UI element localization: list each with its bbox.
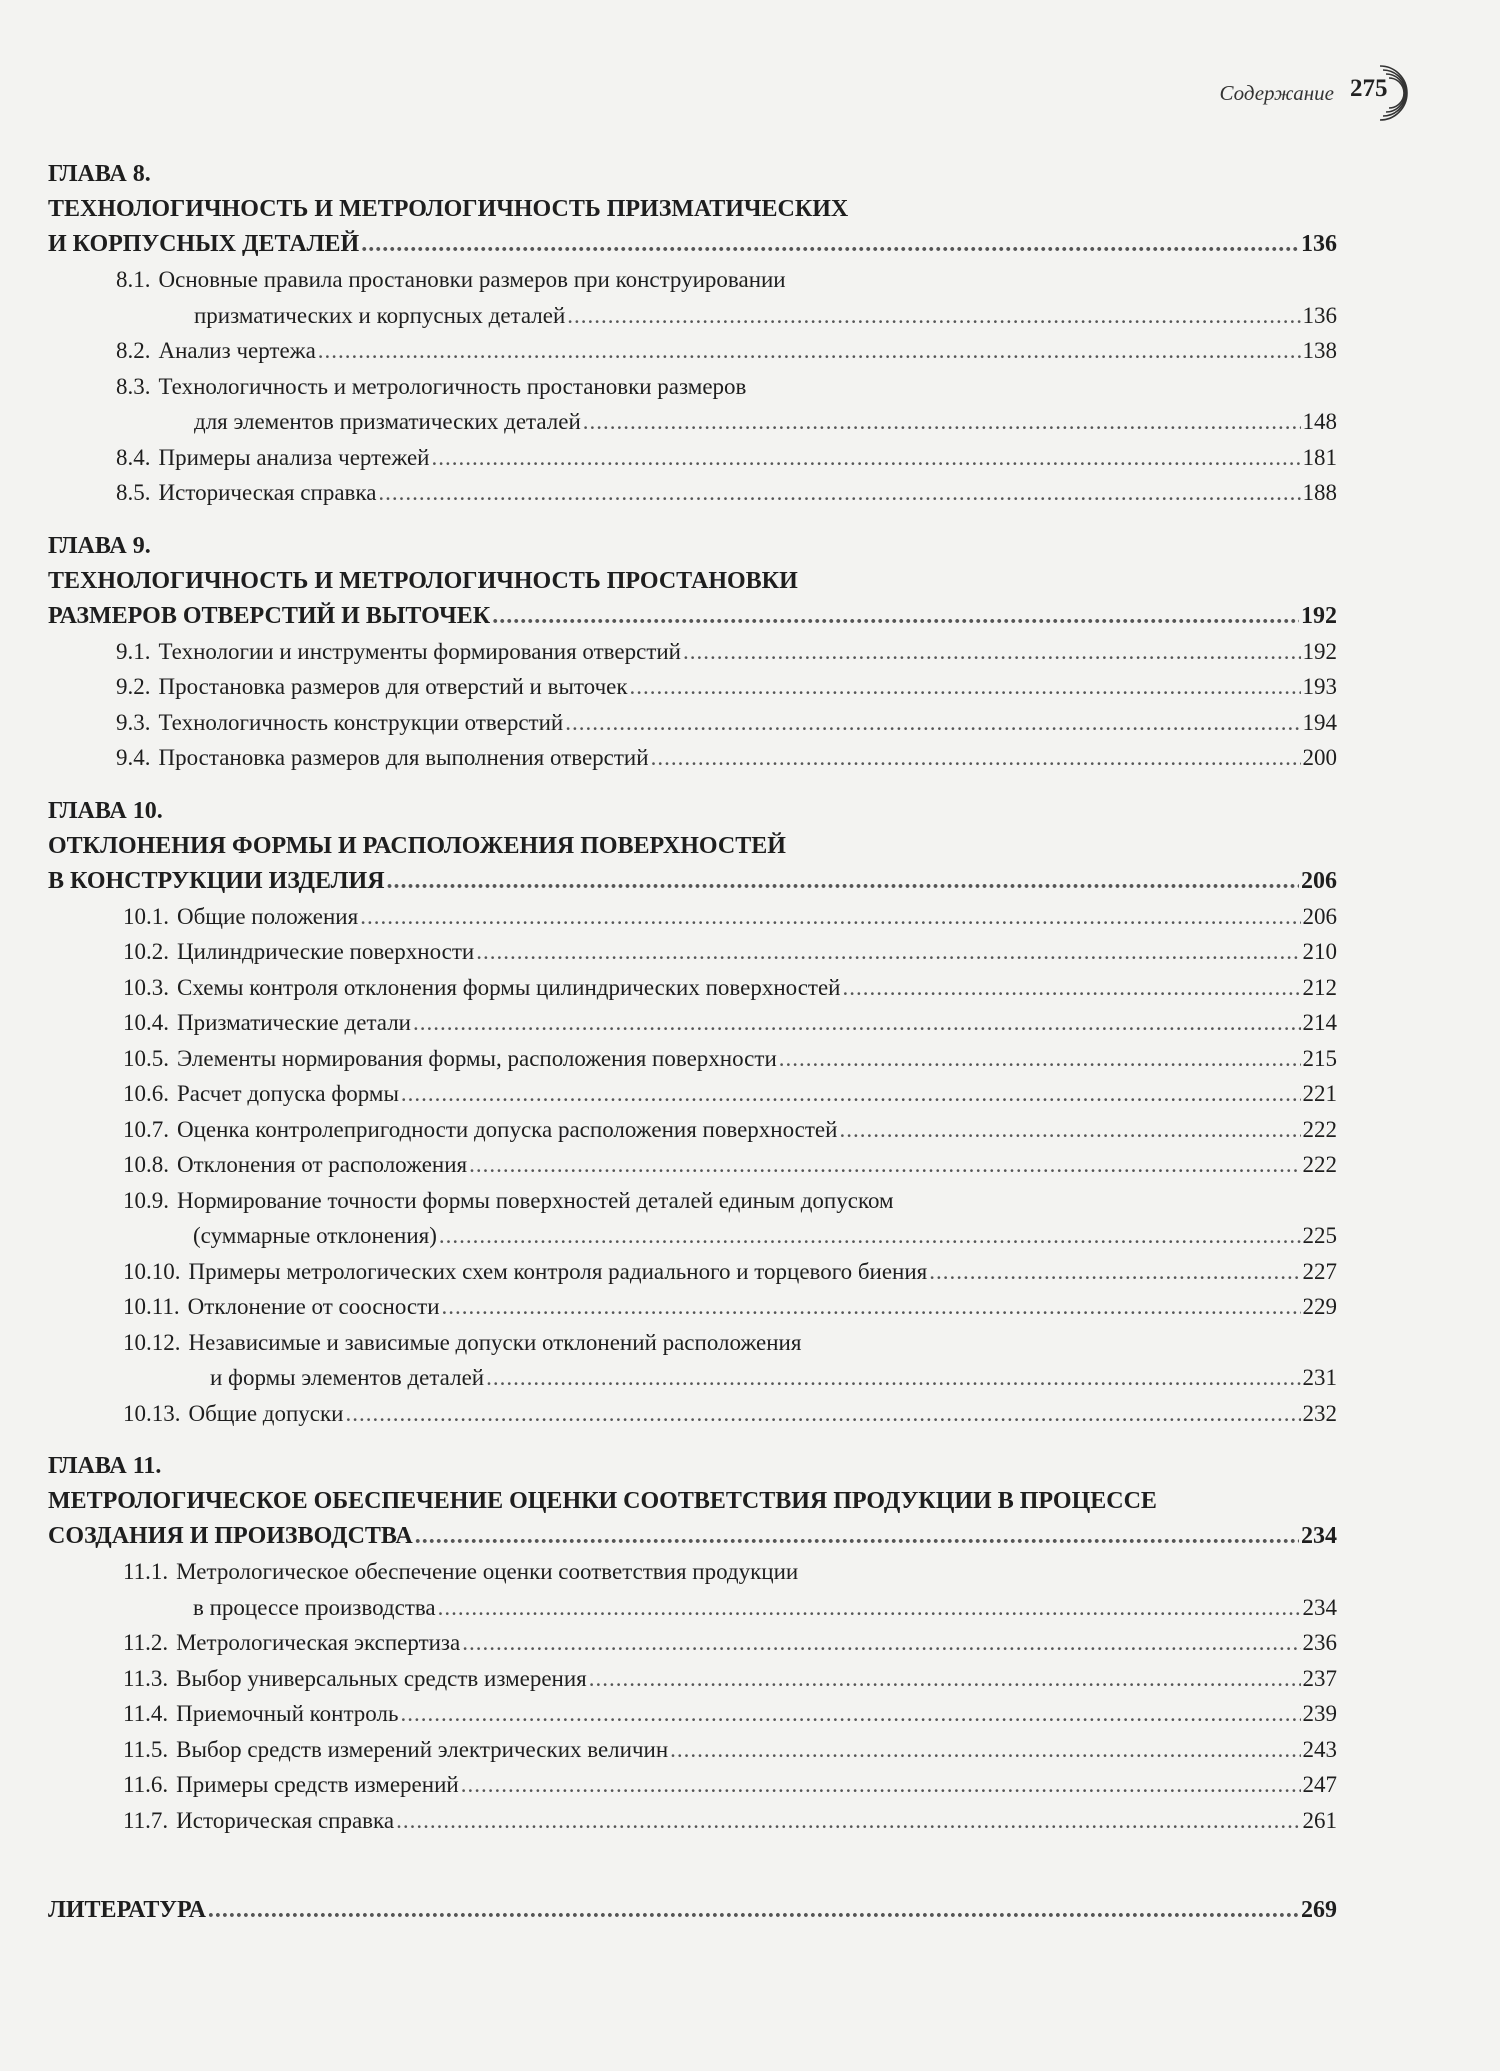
- section-entry[interactable]: [48, 1590, 1337, 1626]
- section-title: Призматические детали: [177, 1010, 411, 1035]
- dot-leader: [438, 1590, 1301, 1626]
- section-entry[interactable]: [48, 669, 1337, 705]
- section-title: Технологичность и метрологичность простановки размеров: [158, 373, 747, 399]
- section-page: 148: [1302, 409, 1337, 434]
- section-list: [48, 262, 1337, 511]
- section-number: 8.5.: [116, 480, 151, 505]
- section-title: Отклонения от расположения: [177, 1152, 468, 1177]
- section-number: 9.2.: [116, 674, 151, 699]
- dot-leader: [469, 1147, 1300, 1183]
- dot-leader: [396, 1803, 1300, 1839]
- section-title: Отклонение от соосности: [187, 1294, 440, 1319]
- section-title: Схемы контроля отклонения формы цилиндрических поверхностей: [177, 974, 841, 1000]
- dot-leader: [401, 1076, 1301, 1112]
- dot-leader: [589, 1661, 1301, 1697]
- section-number: 8.4.: [116, 444, 151, 470]
- section-page: 239: [1302, 1701, 1337, 1726]
- section-number: 9.3.: [116, 709, 151, 735]
- section-entry[interactable]: [48, 740, 1337, 776]
- section-entry[interactable]: [48, 1041, 1337, 1077]
- dot-leader: [415, 1519, 1299, 1554]
- dot-leader: [439, 1218, 1301, 1254]
- section-number: 9.4.: [116, 745, 151, 770]
- dot-leader: [492, 599, 1299, 634]
- section-title-continued: (суммарные отклонения): [193, 1223, 437, 1248]
- chapter-10: [48, 794, 1337, 1432]
- dot-leader: [779, 1041, 1301, 1077]
- section-title: Общие положения: [177, 903, 359, 929]
- dot-leader: [318, 333, 1301, 369]
- section-entry[interactable]: [48, 1005, 1337, 1041]
- section-entry[interactable]: [48, 404, 1337, 440]
- section-title-continued: в процессе производства: [193, 1594, 436, 1620]
- chapter-label: ГЛАВА 10.: [48, 797, 163, 824]
- section-entry[interactable]: [48, 1661, 1337, 1697]
- section-number: 8.3.: [116, 373, 151, 399]
- section-title: Примеры анализа чертежей: [158, 444, 430, 470]
- section-page: 192: [1302, 638, 1337, 664]
- section-number: 11.2.: [123, 1630, 169, 1655]
- section-page: 236: [1302, 1630, 1337, 1655]
- section-title: Основные правила простановки размеров при конструировании: [158, 267, 786, 292]
- section-page: 237: [1302, 1665, 1337, 1691]
- section-page: 200: [1302, 745, 1337, 770]
- section-number: 10.10.: [123, 1258, 181, 1284]
- running-header-title: Содержание: [1219, 80, 1334, 105]
- literature-entry[interactable]: [48, 1893, 1337, 1928]
- section-page: 229: [1302, 1294, 1337, 1319]
- section-page: 232: [1302, 1400, 1337, 1426]
- section-number: 8.1.: [116, 267, 151, 292]
- section-list: [48, 634, 1337, 776]
- dot-leader: [683, 634, 1301, 670]
- section-number: 10.7.: [123, 1116, 169, 1142]
- chapter-entry[interactable]: [48, 864, 1337, 899]
- section-page: 222: [1302, 1116, 1337, 1142]
- literature-page: 269: [1301, 1897, 1337, 1923]
- dot-leader: [360, 899, 1300, 935]
- section-page: 214: [1302, 1010, 1337, 1035]
- chapter-page: 136: [1301, 231, 1337, 257]
- dot-leader: [670, 1732, 1300, 1768]
- section-entry[interactable]: [48, 1360, 1337, 1396]
- section-title: Выбор средств измерений электрических величин: [176, 1736, 669, 1762]
- section-entry[interactable]: [48, 1254, 1337, 1290]
- dot-leader: [431, 440, 1300, 476]
- section-title: Приемочный контроль: [176, 1701, 399, 1726]
- section-page: 188: [1302, 480, 1337, 505]
- chapter-title-line: ОТКЛОНЕНИЯ ФОРМЫ И РАСПОЛОЖЕНИЯ ПОВЕРХНОСТЕЙ: [48, 832, 786, 859]
- section-page: 261: [1302, 1807, 1337, 1833]
- section-entry[interactable]: [48, 705, 1337, 741]
- section-page: 234: [1302, 1594, 1337, 1620]
- section-page: 221: [1302, 1081, 1337, 1106]
- chapter-title-line: В КОНСТРУКЦИИ ИЗДЕЛИЯ: [48, 867, 385, 894]
- section-entry[interactable]: [48, 934, 1337, 970]
- dot-leader: [378, 475, 1300, 511]
- dot-leader: [486, 1360, 1300, 1396]
- section-title: Элементы нормирования формы, расположения поверхности: [177, 1045, 777, 1071]
- page-number: 275: [1350, 75, 1388, 102]
- section-entry[interactable]: [48, 970, 1337, 1006]
- chapter-9: [48, 529, 1337, 776]
- section-page: 247: [1302, 1772, 1337, 1797]
- chapter-title-line: ТЕХНОЛОГИЧНОСТЬ И МЕТРОЛОГИЧНОСТЬ ПРИЗМАТИЧЕСКИХ: [48, 196, 849, 222]
- section-number: 10.1.: [123, 903, 169, 929]
- chapter-title-line: РАЗМЕРОВ ОТВЕРСТИЙ И ВЫТОЧЕК: [48, 602, 491, 629]
- section-entry[interactable]: [48, 1732, 1337, 1768]
- section-title: Простановка размеров для отверстий и выточек: [158, 674, 628, 699]
- section-number: 10.11.: [123, 1294, 180, 1319]
- section-title-continued: и формы элементов деталей: [210, 1365, 485, 1390]
- section-page: 227: [1302, 1258, 1337, 1284]
- chapter-title-line: И КОРПУСНЫХ ДЕТАЛЕЙ: [48, 231, 360, 257]
- section-entry[interactable]: [48, 634, 1337, 670]
- section-title: Историческая справка: [158, 480, 377, 505]
- section-number: 11.3.: [123, 1665, 169, 1691]
- section-number: 11.5.: [123, 1736, 169, 1762]
- section-title: Примеры метрологических схем контроля радиального и торцевого биения: [188, 1258, 928, 1284]
- section-page: 210: [1302, 939, 1337, 964]
- table-of-contents: [48, 157, 1337, 1856]
- section-entry-first-line[interactable]: [48, 1554, 1337, 1590]
- section-entry[interactable]: [48, 475, 1337, 511]
- chapter-page: 192: [1301, 602, 1337, 629]
- section-number: 10.13.: [123, 1400, 181, 1426]
- section-page: 193: [1302, 674, 1337, 699]
- section-number: 10.12.: [123, 1329, 181, 1355]
- section-title: Независимые и зависимые допуски отклонений расположения: [188, 1329, 802, 1355]
- section-entry-first-line[interactable]: [48, 262, 1337, 298]
- section-title: Технологичность конструкции отверстий: [158, 709, 564, 735]
- literature-label: ЛИТЕРАТУРА: [48, 1897, 206, 1923]
- dot-leader: [387, 864, 1299, 899]
- section-number: 10.5.: [123, 1045, 169, 1071]
- section-entry[interactable]: [48, 1112, 1337, 1148]
- section-title: Анализ чертежа: [158, 338, 316, 363]
- section-page: 222: [1302, 1152, 1337, 1177]
- section-number: 11.4.: [123, 1701, 169, 1726]
- dot-leader: [361, 227, 1299, 262]
- section-entry[interactable]: [48, 899, 1337, 935]
- dot-leader: [565, 705, 1300, 741]
- section-number: 10.9.: [123, 1187, 169, 1213]
- chapter-page: 234: [1301, 1523, 1337, 1549]
- dot-leader: [413, 1005, 1301, 1041]
- section-entry[interactable]: [48, 1076, 1337, 1112]
- chapter-title-line: ТЕХНОЛОГИЧНОСТЬ И МЕТРОЛОГИЧНОСТЬ ПРОСТАНОВКИ: [48, 567, 798, 594]
- page-number-badge: [1346, 62, 1408, 124]
- section-page: 181: [1302, 444, 1337, 470]
- dot-leader: [651, 740, 1301, 776]
- section-title-continued: для элементов призматических деталей: [194, 409, 581, 434]
- chapter-label: ГЛАВА 11.: [48, 1453, 162, 1479]
- section-title: Простановка размеров для выполнения отверстий: [158, 745, 649, 770]
- section-entry[interactable]: [48, 1767, 1337, 1803]
- dot-leader: [929, 1254, 1300, 1290]
- section-number: 10.6.: [123, 1081, 169, 1106]
- dot-leader: [442, 1289, 1301, 1325]
- literature-entry-block: [48, 1893, 1337, 1928]
- section-page: 136: [1302, 302, 1337, 328]
- dot-leader: [400, 1696, 1300, 1732]
- dot-leader: [462, 1625, 1300, 1661]
- section-number: 9.1.: [116, 638, 151, 664]
- section-title: Метрологическая экспертиза: [176, 1630, 461, 1655]
- dot-leader: [346, 1396, 1301, 1432]
- dot-leader: [839, 1112, 1300, 1148]
- section-title: Метрологическое обеспечение оценки соответствия продукции: [176, 1559, 799, 1584]
- dot-leader: [208, 1893, 1299, 1928]
- section-title: Выбор универсальных средств измерения: [176, 1665, 587, 1691]
- dot-leader: [461, 1767, 1301, 1803]
- section-page: 206: [1302, 903, 1337, 929]
- chapter-label: ГЛАВА 9.: [48, 532, 151, 559]
- section-title: Цилиндрические поверхности: [177, 939, 475, 964]
- dot-leader: [583, 404, 1301, 440]
- section-number: 11.1.: [123, 1559, 169, 1584]
- section-entry[interactable]: [48, 1803, 1337, 1839]
- section-entry[interactable]: [48, 333, 1337, 369]
- section-entry[interactable]: [48, 298, 1337, 334]
- chapter-8: [48, 157, 1337, 511]
- dot-leader: [476, 934, 1300, 970]
- section-page: 215: [1302, 1045, 1337, 1071]
- chapter-11: [48, 1449, 1337, 1838]
- section-page: 225: [1302, 1223, 1337, 1248]
- section-title: Нормирование точности формы поверхностей деталей единым допуском: [177, 1187, 894, 1213]
- section-list: [48, 899, 1337, 1432]
- section-entry[interactable]: [48, 440, 1337, 476]
- chapter-label: ГЛАВА 8.: [48, 161, 151, 187]
- section-title: Оценка контролепригодности допуска расположения поверхностей: [177, 1116, 838, 1142]
- section-entry[interactable]: [48, 1218, 1337, 1254]
- section-page: 231: [1302, 1365, 1337, 1390]
- section-page: 212: [1302, 974, 1337, 1000]
- section-page: 194: [1302, 709, 1337, 735]
- section-entry[interactable]: [48, 1625, 1337, 1661]
- section-title: Общие допуски: [188, 1400, 344, 1426]
- chapter-page: 206: [1301, 867, 1337, 894]
- section-number: 8.2.: [116, 338, 151, 363]
- section-title: Расчет допуска формы: [177, 1081, 399, 1106]
- section-entry-first-line[interactable]: [48, 1325, 1337, 1361]
- section-entry[interactable]: [48, 1696, 1337, 1732]
- dot-leader: [842, 970, 1300, 1006]
- section-page: 138: [1302, 338, 1337, 363]
- chapter-entry[interactable]: [48, 1519, 1337, 1554]
- chapter-title-line: МЕТРОЛОГИЧЕСКОЕ ОБЕСПЕЧЕНИЕ ОЦЕНКИ СООТВЕТСТВИЯ ПРОДУКЦИИ В ПРОЦЕССЕ: [48, 1488, 1157, 1514]
- section-entry[interactable]: [48, 1289, 1337, 1325]
- chapter-entry[interactable]: [48, 227, 1337, 262]
- dot-leader: [567, 298, 1300, 334]
- section-title: Примеры средств измерений: [176, 1772, 459, 1797]
- chapter-title-line: СОЗДАНИЯ И ПРОИЗВОДСТВА: [48, 1523, 413, 1549]
- section-number: 11.7.: [123, 1807, 169, 1833]
- section-number: 10.4.: [123, 1010, 169, 1035]
- running-header: [1219, 62, 1408, 124]
- section-number: 10.3.: [123, 974, 169, 1000]
- section-entry[interactable]: [48, 1396, 1337, 1432]
- dot-leader: [630, 669, 1301, 705]
- section-page: 243: [1302, 1736, 1337, 1762]
- section-number: 10.2.: [123, 939, 169, 964]
- section-list: [48, 1554, 1337, 1838]
- section-title: Историческая справка: [176, 1807, 395, 1833]
- section-number: 10.8.: [123, 1152, 169, 1177]
- section-entry-first-line[interactable]: [48, 369, 1337, 405]
- section-number: 11.6.: [123, 1772, 169, 1797]
- section-entry-first-line[interactable]: [48, 1183, 1337, 1219]
- section-title-continued: призматических и корпусных деталей: [194, 302, 566, 328]
- chapter-entry[interactable]: [48, 599, 1337, 634]
- section-entry[interactable]: [48, 1147, 1337, 1183]
- section-title: Технологии и инструменты формирования отверстий: [158, 638, 681, 664]
